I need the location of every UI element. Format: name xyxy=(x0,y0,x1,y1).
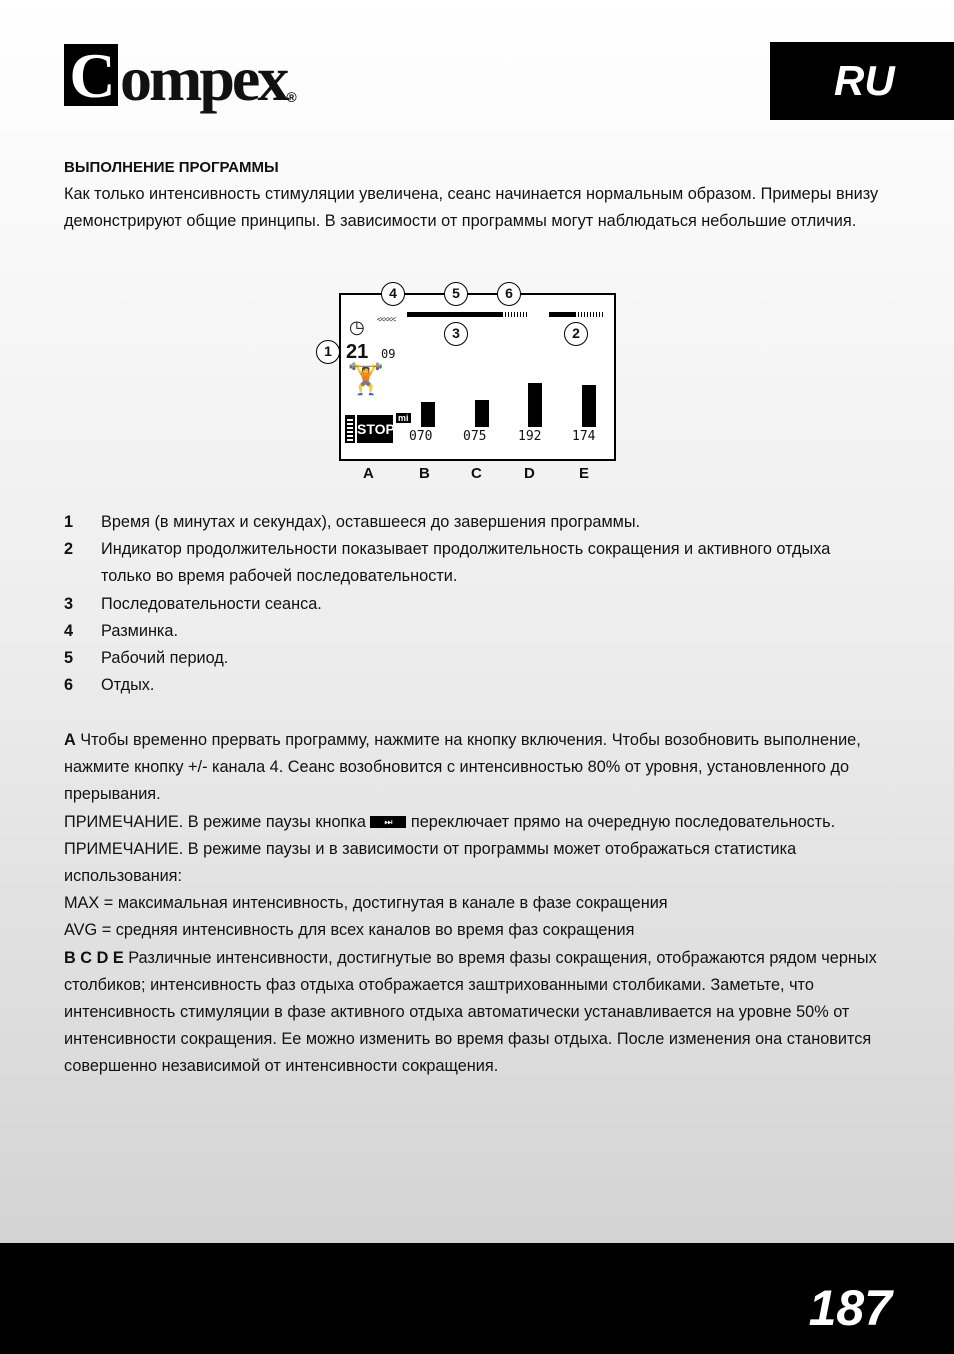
skip-forward-icon: ⏭ xyxy=(370,816,406,828)
footer-bar xyxy=(0,1243,954,1354)
channel-value-c: 075 xyxy=(463,429,487,444)
label-b: B xyxy=(419,465,430,482)
callout-5: 5 xyxy=(444,282,468,306)
list-item: 4 Разминка. xyxy=(64,621,178,640)
list-item: 1 Время (в минутах и секундах), оставшееся до завершения программы. xyxy=(64,513,641,531)
callout-1: 1 xyxy=(316,340,340,364)
channel-value-e: 174 xyxy=(572,429,596,444)
label-d: D xyxy=(524,465,535,482)
compex-logo: C ompex $_®$ xyxy=(64,44,297,132)
stop-indicator: STOP xyxy=(357,415,393,443)
list-item: 3 Последовательности сеанса. xyxy=(64,594,322,613)
list-item: 2 Индикатор продолжительности показывает продолжительность сокращения и активного отдыха только во время рабочей последовательности. xyxy=(64,540,831,586)
mi-indicator: mi xyxy=(398,413,409,423)
athlete-icon: 🏋 xyxy=(347,363,385,396)
callout-4: 4 xyxy=(381,282,405,306)
warmup-arrows: <<<<< xyxy=(377,315,396,324)
section-heading: ВЫПОЛНЕНИЕ ПРОГРАММЫ xyxy=(64,159,279,176)
battery-icon xyxy=(345,415,355,443)
callout-6: 6 xyxy=(497,282,521,306)
label-a: A xyxy=(363,465,374,482)
duration-bar xyxy=(549,312,575,317)
channel-value-d: 192 xyxy=(518,429,542,444)
language-badge: RU xyxy=(770,42,954,120)
legend-list xyxy=(64,509,844,699)
intro-paragraph: Как только интенсивность стимуляции увеличена, сеанс начинается нормальным образом. Примеры внизу демонстрируют общие принципы. В зависимости от программы могут наблюдаться небольшие отличия. xyxy=(64,185,879,231)
list-item: 6 Отдых. xyxy=(64,676,155,695)
callout-3: 3 xyxy=(444,322,468,346)
list-item: 5 Рабочий период. xyxy=(64,649,229,668)
label-e: E xyxy=(579,465,590,482)
page-number: 187 xyxy=(808,1280,892,1336)
notes-section: A Чтобы временно прервать программу, нажмите на кнопку включения. Чтобы возобновить выполнение, нажмите кнопку +/- канала 4. Сеанс возобновится с интенсивностью 80% от уровня, установленного до прерывания. ПРИМЕЧАНИЕ. В режиме паузы кнопка ⏭ переключает прямо на очередную последовательность. ПРИМЕЧАНИЕ. В режиме паузы и в зависимости от программы может отображаться статистика использования: MAX = максимальная интенсивность, достигнутая в канале в фазе сокращения AVG = средняя интенсивность для всех каналов во время фаз сокращения B C D E Различные интенсивности, достигнутые во время фазы сокращения, отображаются рядом черных столбиков; интенсивность фаз отдыха отображается заштрихованными столбиками. Заметьте, что интенсивность стимуляции в фазе активного отдыха автоматически устанавливается на уровне 50% от интенсивности сокращения. Ее можно изменить во время фазы отдыха. После изменения она становится совершенно независимой от интенсивности сокращения. xyxy=(64,731,877,1076)
timer-seconds: 09 xyxy=(381,347,396,361)
clock-icon: ◷ xyxy=(349,317,365,337)
label-c: C xyxy=(471,465,482,482)
rest-bar xyxy=(502,312,527,317)
channel-bar-e xyxy=(582,385,596,427)
work-bar xyxy=(407,312,502,317)
channel-bar-d xyxy=(528,383,542,427)
callout-2: 2 xyxy=(564,322,588,346)
timer-minutes: 21 xyxy=(346,341,369,363)
channel-value-b: 070 xyxy=(409,429,433,444)
channel-bar-c xyxy=(475,400,489,427)
intro-section xyxy=(64,154,894,235)
channel-bar-b xyxy=(421,402,435,427)
display-diagram xyxy=(339,293,616,461)
